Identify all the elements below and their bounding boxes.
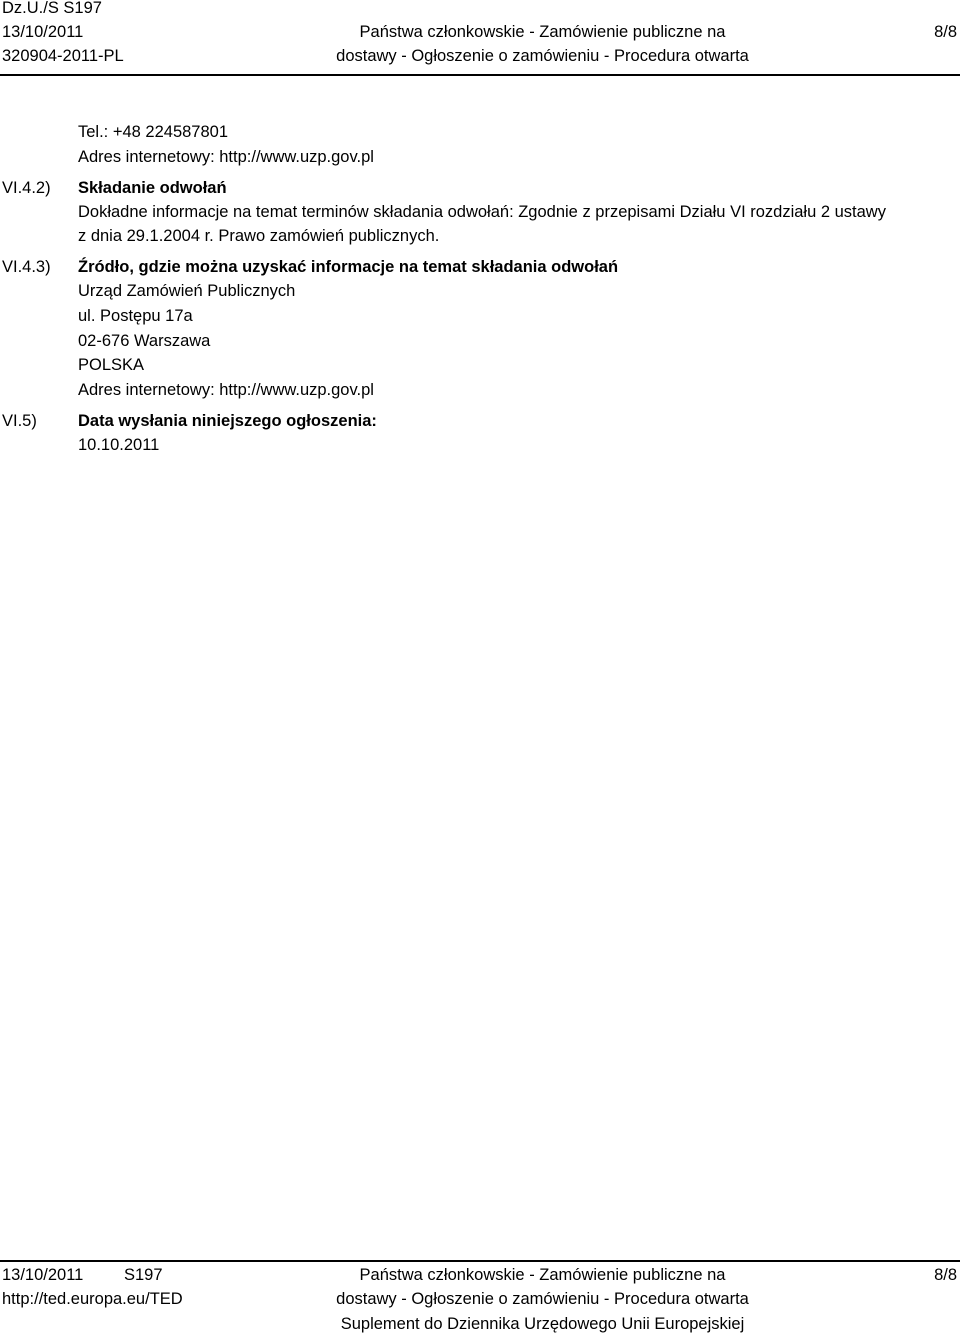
section-heading-vi42: Składanie odwołań	[78, 179, 227, 197]
section-text-vi42-line1: Dokładne informacje na temat terminów składania odwołań: Zgodnie z przepisami Działu VI rozdziału 2 ustawy	[78, 203, 886, 221]
country: POLSKA	[78, 356, 145, 374]
web-address-row-vi43	[78, 382, 374, 399]
footer-page-number: 8/8	[934, 1266, 957, 1284]
section-heading-vi43: Źródło, gdzie można uzyskać informacje na temat składania odwołań	[78, 258, 619, 276]
footer-supplement-title: Suplement do Dziennika Urzędowego Unii Europejskiej	[340, 1315, 745, 1333]
header-date: 13/10/2011	[2, 23, 84, 41]
footer-title-line2: dostawy - Ogłoszenie o zamówieniu - Procedura otwarta	[336, 1290, 749, 1308]
footer-issue: S197	[124, 1266, 163, 1284]
section-number-vi42: VI.4.2)	[2, 179, 51, 197]
section-text-vi42-line2: z dnia 29.1.2004 r. Prawo zamówień publicznych.	[78, 227, 440, 245]
header-title-line1: Państwa członkowskie - Zamówienie publiczne na	[359, 23, 726, 41]
header-divider	[0, 74, 960, 76]
journal-reference: Dz.U./S S197	[2, 0, 102, 17]
web-address-label: Adres internetowy:	[78, 148, 215, 166]
organization-name: Urząd Zamówień Publicznych	[78, 282, 296, 300]
web-address-link[interactable]: http://www.uzp.gov.pl	[219, 148, 374, 166]
footer-date: 13/10/2011	[2, 1266, 84, 1284]
section-number-vi5: VI.5)	[2, 412, 37, 430]
street-address: ul. Postępu 17a	[78, 307, 193, 325]
section-number-vi43: VI.4.3)	[2, 258, 51, 276]
document-id: 320904-2011-PL	[2, 47, 124, 65]
footer-title-line1: Państwa członkowskie - Zamówienie publiczne na	[359, 1266, 726, 1284]
web-address-label: Adres internetowy:	[78, 381, 215, 399]
header-title-line2: dostawy - Ogłoszenie o zamówieniu - Procedura otwarta	[336, 47, 749, 65]
header-page-number: 8/8	[934, 23, 957, 41]
postal-city: 02-676 Warszawa	[78, 332, 211, 350]
web-address-link[interactable]: http://www.uzp.gov.pl	[219, 381, 374, 399]
telephone: Tel.: +48 224587801	[78, 123, 229, 141]
section-heading-vi5: Data wysłania niniejszego ogłoszenia:	[78, 412, 377, 430]
footer-divider	[0, 1260, 960, 1262]
footer-ted-link[interactable]: http://ted.europa.eu/TED	[2, 1290, 183, 1308]
web-address-row	[78, 149, 374, 166]
dispatch-date: 10.10.2011	[78, 436, 160, 454]
